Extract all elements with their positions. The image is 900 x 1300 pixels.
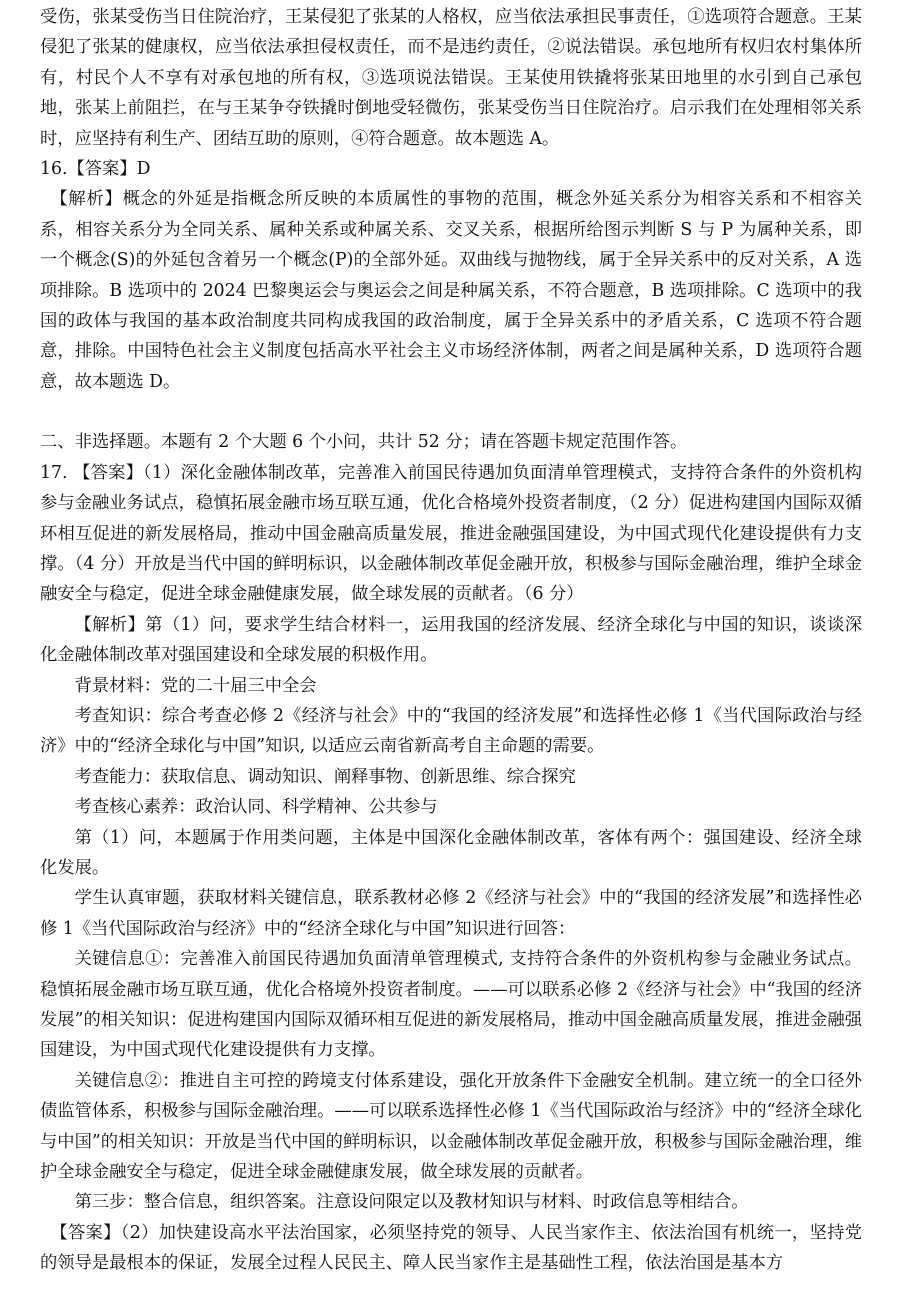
background-material: 背景材料：党的二十届三中全会 [74, 675, 317, 696]
q16-answer: 16.【答案】D [40, 159, 151, 180]
core-literacy: 考查核心素养：政治认同、科学精神、公共参与 [74, 797, 438, 818]
key-info-1: 关键信息①：完善准入前国民待遇加负面清单管理模式, 支持符合条件的外资机构参与金融业务试点。稳慎拓展金融市场互联互通，优化合格境外投资者制度。——可以联系必修 2《经济与社会》中“我国的经济发展”的相关知识：促进构建国内国际双循环相互促进的新发展格局，推动中国金融高质量发展，推进金融强国建设，为中国式现代化建设提供有力支撑。 [40, 949, 862, 1061]
section-two-heading: 二、非选择题。本题有 2 个大题 6 个小问，共计 52 分；请在答题卡规定范围作答。 [40, 432, 688, 453]
q17-analysis-1: 【解析】第（1）问，要求学生结合材料一，运用我国的经济发展、经济全球化与中国的知识，谈谈深化金融体制改革对强国建设和全球发展的积极作用。 [40, 614, 862, 666]
review-instruction: 学生认真审题，获取材料关键信息，联系教材必修 2《经济与社会》中的“我国的经济发展”和选择性必修 1《当代国际政治与经济》中的“经济全球化与中国”知识进行回答： [40, 888, 862, 939]
step-three: 第三步：整合信息，组织答案。注意设问限定以及教材知识与材料、时政信息等相结合。 [74, 1192, 749, 1213]
q17-answer-1: 17. 【答案】（1）深化金融体制改革，完善准入前国民待遇加负面清单管理模式，支持符合条件的外资机构参与金融业务试点，稳慎拓展金融市场互联互通，优化合格境外投资者制度，（2 分）促进构建国内国际双循环相互促进的新发展格局，推动中国金融高质量发展，推进金融强国建设，为中国式现代化建设提供有力支撑。（4 分）开放是当代中国的鲜明标识，以金融体制改革促金融开放，积极参与国际金融治理，维护全球金融安全与稳定，促进全球金融健康发展，做全球发展的贡献者。（6 分） [40, 462, 862, 605]
section-gap [0, 397, 900, 427]
paragraph-q15-analysis-end: 受伤，张某受伤当日住院治疗，王某侵犯了张某的人格权，应当依法承担民事责任，①选项符合题意。王某侵犯了张某的健康权，应当依法承担侵权责任，而不是违约责任，②说法错误。承包地所有权归农村集体所有，村民个人不享有对承包地的所有权，③选项说法错误。王某使用铁撬将张某田地里的水引到自己承包地，张某上前阻拦，在与王某争夺铁撬时倒地受轻微伤，张某受伤当日住院治疗。启示我们在处理相邻关系时，应坚持有利生产、团结互助的原则，④符合题意。故本题选 A。 [40, 7, 862, 149]
key-info-2: 关键信息②：推进自主可控的跨境支付体系建设，强化开放条件下金融安全机制。建立统一的全口径外债监管体系，积极参与国际金融治理。——可以联系选择性必修 1《当代国际政治与经济》中的“经济全球化与中国”的相关知识：开放是当代中国的鲜明标识，以金融体制改革促金融开放，积极参与国际金融治理，维护全球金融安全与稳定，促进全球金融健康发展，做全球发展的贡献者。 [40, 1070, 862, 1183]
tested-ability: 考查能力：获取信息、调动知识、阐释事物、创新思维、综合探究 [74, 766, 576, 787]
question-type-note: 第（1）问，本题属于作用类问题，主体是中国深化金融体制改革，客体有两个：强国建设、经济全球化发展。 [40, 827, 862, 878]
q17-answer-2: 【答案】（2）加快建设高水平法治国家，必须坚持党的领导、人民当家作主、依法治国有机统一，坚持党的领导是最根本的保证，发展全过程人民民主、障人民当家作主是基础性工程，依法治国是基本方 [40, 1222, 862, 1274]
q16-analysis: 【解析】概念的外延是指概念所反映的本质属性的事物的范围，概念外延关系分为相容关系和不相容关系，相容关系分为全同关系、属种关系或种属关系、交叉关系，根据所给图示判断 S 与 P 为属种关系，即一个概念(S)的外延包含着另一个概念(P)的全部外延。双曲线与抛物线，属于全异关系中的反对关系，A 选项排除。B 选项中的 2024 巴黎奥运会与奥运会之间是种属关系，不符合题意，B 选项排除。C 选项中的我国的政体与我国的基本政治制度共同构成我国的政治制度，属于全异关系中的矛盾关系，C 选项不符合题意，排除。中国特色社会主义制度包括高水平社会主义市场经济体制，两者之间是属种关系，D 选项符合题意，故本题选 D。 [40, 189, 862, 392]
tested-knowledge: 考查知识：综合考查必修 2《经济与社会》中的“我国的经济发展”和选择性必修 1《当代国际政治与经济》中的“经济全球化与中国”知识, 以适应云南省新高考自主命题的需要。 [40, 705, 862, 757]
